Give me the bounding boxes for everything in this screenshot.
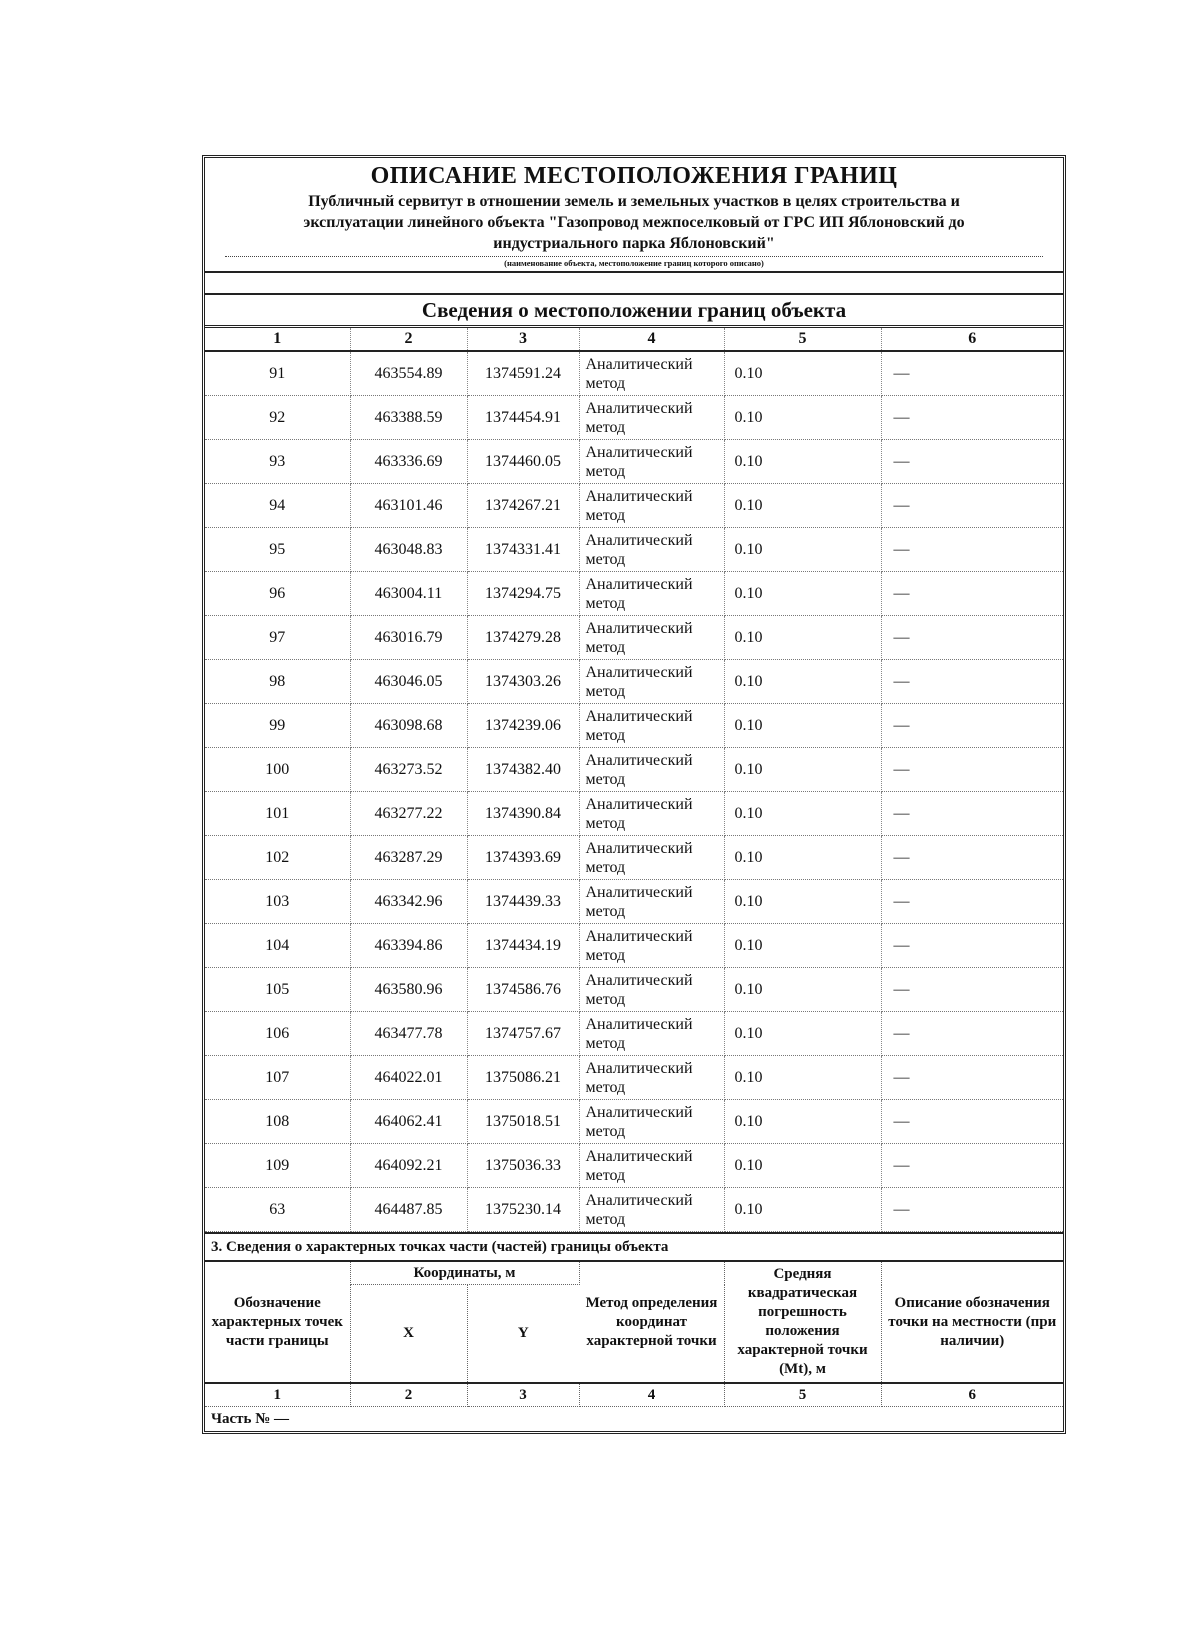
method-line-2: метод	[585, 1078, 626, 1096]
point-number: 94	[205, 484, 350, 528]
method-line-1: Аналитический	[585, 883, 693, 901]
point-description: —	[881, 704, 1063, 748]
accuracy-value: 0.10	[724, 836, 881, 880]
method-line-1: Аналитический	[585, 399, 693, 417]
method-cell	[579, 440, 724, 484]
coordinate-y: 1374460.05	[467, 440, 579, 484]
point-number: 109	[205, 1144, 350, 1188]
column-index: 6	[881, 328, 1063, 351]
column-index: 5	[724, 328, 881, 351]
method-cell	[579, 792, 724, 836]
coordinate-x: 464062.41	[350, 1100, 467, 1144]
table-row	[205, 572, 1063, 616]
point-number: 105	[205, 968, 350, 1012]
header-point-designation: Обозначение характерных точек части границы	[205, 1262, 350, 1383]
point-description: —	[881, 616, 1063, 660]
coordinate-x: 463477.78	[350, 1012, 467, 1056]
method-cell	[579, 924, 724, 968]
document-title: ОПИСАНИЕ МЕСТОПОЛОЖЕНИЯ ГРАНИЦ	[370, 163, 898, 189]
point-number: 102	[205, 836, 350, 880]
method-cell	[579, 836, 724, 880]
method-line-2: метод	[585, 946, 626, 964]
document-subtitle-line-1: Публичный сервитут в отношении земель и земельных участков в целях строительства и	[308, 193, 960, 210]
method-line-2: метод	[585, 550, 626, 568]
method-line-1: Аналитический	[585, 927, 693, 945]
accuracy-value: 0.10	[724, 660, 881, 704]
coordinate-y: 1374393.69	[467, 836, 579, 880]
point-number: 92	[205, 396, 350, 440]
point-number: 99	[205, 704, 350, 748]
accuracy-value: 0.10	[724, 880, 881, 924]
table-row	[205, 660, 1063, 704]
accuracy-value: 0.10	[724, 748, 881, 792]
section-title: Сведения о местоположении границ объекта	[205, 295, 1063, 328]
method-line-2: метод	[585, 682, 626, 700]
point-description: —	[881, 748, 1063, 792]
accuracy-value: 0.10	[724, 528, 881, 572]
coordinate-x: 463273.52	[350, 748, 467, 792]
point-description: —	[881, 880, 1063, 924]
method-line-2: метод	[585, 418, 626, 436]
table-row	[205, 836, 1063, 880]
method-line-2: метод	[585, 638, 626, 656]
method-cell	[579, 616, 724, 660]
method-line-2: метод	[585, 1166, 626, 1184]
method-line-1: Аналитический	[585, 795, 693, 813]
accuracy-value: 0.10	[724, 1100, 881, 1144]
accuracy-value: 0.10	[724, 968, 881, 1012]
point-description: —	[881, 396, 1063, 440]
point-description: —	[881, 968, 1063, 1012]
point-number: 100	[205, 748, 350, 792]
accuracy-value: 0.10	[724, 1188, 881, 1232]
table-row	[205, 880, 1063, 924]
method-cell	[579, 1012, 724, 1056]
header-spacer	[205, 273, 1063, 295]
accuracy-value: 0.10	[724, 1144, 881, 1188]
method-line-1: Аналитический	[585, 1191, 693, 1209]
point-description: —	[881, 836, 1063, 880]
accuracy-value: 0.10	[724, 484, 881, 528]
method-cell	[579, 660, 724, 704]
method-cell	[579, 572, 724, 616]
coordinate-x: 463394.86	[350, 924, 467, 968]
method-line-1: Аналитический	[585, 751, 693, 769]
point-number: 106	[205, 1012, 350, 1056]
method-line-2: метод	[585, 814, 626, 832]
method-cell	[579, 528, 724, 572]
coordinate-x: 463004.11	[350, 572, 467, 616]
coordinate-y: 1374390.84	[467, 792, 579, 836]
accuracy-value: 0.10	[724, 440, 881, 484]
point-description: —	[881, 528, 1063, 572]
coordinate-y: 1374303.26	[467, 660, 579, 704]
coordinate-x: 463342.96	[350, 880, 467, 924]
method-line-2: метод	[585, 1210, 626, 1228]
coordinate-y: 1375018.51	[467, 1100, 579, 1144]
coordinate-y: 1374267.21	[467, 484, 579, 528]
method-line-1: Аналитический	[585, 531, 693, 549]
column-index: 1	[205, 328, 350, 351]
column-index: 2	[350, 328, 467, 351]
column-index: 4	[579, 1383, 724, 1407]
point-description: —	[881, 1144, 1063, 1188]
method-line-1: Аналитический	[585, 971, 693, 989]
method-cell	[579, 748, 724, 792]
point-description: —	[881, 1100, 1063, 1144]
method-line-1: Аналитический	[585, 839, 693, 857]
point-number: 91	[205, 351, 350, 396]
method-cell	[579, 1100, 724, 1144]
table-row	[205, 440, 1063, 484]
method-line-1: Аналитический	[585, 707, 693, 725]
method-line-2: метод	[585, 1034, 626, 1052]
method-cell	[579, 484, 724, 528]
coordinate-y: 1374279.28	[467, 616, 579, 660]
coordinate-y: 1375086.21	[467, 1056, 579, 1100]
column-index: 4	[579, 328, 724, 351]
point-description: —	[881, 440, 1063, 484]
coordinate-y: 1375230.14	[467, 1188, 579, 1232]
method-line-1: Аналитический	[585, 443, 693, 461]
column-index: 6	[881, 1383, 1063, 1407]
header-method: Метод определения координат характерной точки	[579, 1262, 724, 1383]
method-line-1: Аналитический	[585, 1147, 693, 1165]
method-line-2: метод	[585, 858, 626, 876]
column-index-row	[205, 328, 1063, 351]
coordinate-y: 1374757.67	[467, 1012, 579, 1056]
method-cell	[579, 880, 724, 924]
table-row	[205, 1012, 1063, 1056]
document-subtitle-line-2: эксплуатации линейного объекта "Газопровод межпоселковый от ГРС ИП Яблоновский до	[303, 214, 965, 231]
header-description: Описание обозначения точки на местности (при наличии)	[881, 1262, 1063, 1383]
part-label: Часть № —	[211, 1410, 290, 1427]
header-accuracy: Средняя квадратическая погрешность положения характерной точки (Mt), м	[724, 1262, 881, 1383]
point-description: —	[881, 660, 1063, 704]
parts-index-row	[205, 1383, 1063, 1407]
point-description: —	[881, 792, 1063, 836]
table-row	[205, 1188, 1063, 1232]
document-subtitle-line-3: индустриального парка Яблоновский"	[493, 235, 775, 252]
point-number: 97	[205, 616, 350, 660]
point-description: —	[881, 572, 1063, 616]
accuracy-value: 0.10	[724, 792, 881, 836]
coordinate-x: 464487.85	[350, 1188, 467, 1232]
method-line-1: Аналитический	[585, 663, 693, 681]
parts-table	[205, 1262, 1063, 1431]
header-x: X	[350, 1285, 467, 1383]
method-line-2: метод	[585, 990, 626, 1008]
method-line-2: метод	[585, 374, 626, 392]
coordinate-x: 463554.89	[350, 351, 467, 396]
coordinate-x: 463046.05	[350, 660, 467, 704]
point-description: —	[881, 1188, 1063, 1232]
table-row	[205, 1100, 1063, 1144]
column-index: 5	[724, 1383, 881, 1407]
column-index: 3	[467, 1383, 579, 1407]
point-description: —	[881, 484, 1063, 528]
coordinate-x: 463580.96	[350, 968, 467, 1012]
method-line-1: Аналитический	[585, 1015, 693, 1033]
accuracy-value: 0.10	[724, 396, 881, 440]
coordinate-x: 463277.22	[350, 792, 467, 836]
method-line-1: Аналитический	[585, 1103, 693, 1121]
method-cell	[579, 1056, 724, 1100]
coordinate-y: 1374239.06	[467, 704, 579, 748]
point-number: 63	[205, 1188, 350, 1232]
point-number: 95	[205, 528, 350, 572]
point-number: 108	[205, 1100, 350, 1144]
accuracy-value: 0.10	[724, 572, 881, 616]
accuracy-value: 0.10	[724, 351, 881, 396]
method-cell	[579, 1188, 724, 1232]
method-line-1: Аналитический	[585, 619, 693, 637]
section-3-title: 3. Сведения о характерных точках части (частей) границы объекта	[205, 1232, 1063, 1262]
table-row	[205, 396, 1063, 440]
point-description: —	[881, 924, 1063, 968]
method-cell	[579, 968, 724, 1012]
point-number: 107	[205, 1056, 350, 1100]
accuracy-value: 0.10	[724, 924, 881, 968]
column-index: 3	[467, 328, 579, 351]
point-description: —	[881, 1012, 1063, 1056]
table-row	[205, 616, 1063, 660]
point-number: 101	[205, 792, 350, 836]
method-cell	[579, 704, 724, 748]
column-index: 1	[205, 1383, 350, 1407]
coordinate-y: 1374591.24	[467, 351, 579, 396]
accuracy-value: 0.10	[724, 616, 881, 660]
point-number: 98	[205, 660, 350, 704]
document-caption: (наименование объекта, местоположение границ которого описано)	[225, 256, 1043, 268]
table-row	[205, 792, 1063, 836]
table-row	[205, 484, 1063, 528]
header-coordinates: Координаты, м	[350, 1262, 579, 1285]
method-line-1: Аналитический	[585, 1059, 693, 1077]
coordinate-x: 463016.79	[350, 616, 467, 660]
coordinate-y: 1374454.91	[467, 396, 579, 440]
method-line-1: Аналитический	[585, 575, 693, 593]
part-row	[205, 1407, 1063, 1432]
point-description: —	[881, 351, 1063, 396]
table-row	[205, 968, 1063, 1012]
coordinate-x: 464092.21	[350, 1144, 467, 1188]
table-row	[205, 924, 1063, 968]
table-row	[205, 528, 1063, 572]
coordinate-y: 1374331.41	[467, 528, 579, 572]
coordinate-y: 1374434.19	[467, 924, 579, 968]
table-row	[205, 351, 1063, 396]
coordinate-x: 463336.69	[350, 440, 467, 484]
method-line-2: метод	[585, 594, 626, 612]
document-header	[205, 158, 1063, 273]
coordinate-x: 463101.46	[350, 484, 467, 528]
method-line-2: метод	[585, 726, 626, 744]
point-number: 103	[205, 880, 350, 924]
method-cell	[579, 1144, 724, 1188]
table-row	[205, 704, 1063, 748]
method-line-2: метод	[585, 462, 626, 480]
column-index: 2	[350, 1383, 467, 1407]
coordinate-y: 1374439.33	[467, 880, 579, 924]
coordinate-y: 1375036.33	[467, 1144, 579, 1188]
coordinate-x: 463388.59	[350, 396, 467, 440]
accuracy-value: 0.10	[724, 1012, 881, 1056]
table-row	[205, 1056, 1063, 1100]
accuracy-value: 0.10	[724, 1056, 881, 1100]
method-cell	[579, 351, 724, 396]
document-frame	[202, 155, 1066, 1434]
point-number: 104	[205, 924, 350, 968]
table-row	[205, 1144, 1063, 1188]
point-number: 96	[205, 572, 350, 616]
method-line-2: метод	[585, 902, 626, 920]
method-cell	[579, 396, 724, 440]
method-line-1: Аналитический	[585, 487, 693, 505]
point-description: —	[881, 1056, 1063, 1100]
method-line-1: Аналитический	[585, 355, 693, 373]
coordinates-table	[205, 328, 1063, 1232]
coordinate-x: 463287.29	[350, 836, 467, 880]
method-line-2: метод	[585, 1122, 626, 1140]
table-row	[205, 748, 1063, 792]
accuracy-value: 0.10	[724, 704, 881, 748]
coordinate-x: 464022.01	[350, 1056, 467, 1100]
coordinate-y: 1374586.76	[467, 968, 579, 1012]
coordinate-x: 463098.68	[350, 704, 467, 748]
coordinate-y: 1374294.75	[467, 572, 579, 616]
point-number: 93	[205, 440, 350, 484]
coordinate-y: 1374382.40	[467, 748, 579, 792]
header-y: Y	[467, 1285, 579, 1383]
coordinate-x: 463048.83	[350, 528, 467, 572]
method-line-2: метод	[585, 506, 626, 524]
method-line-2: метод	[585, 770, 626, 788]
